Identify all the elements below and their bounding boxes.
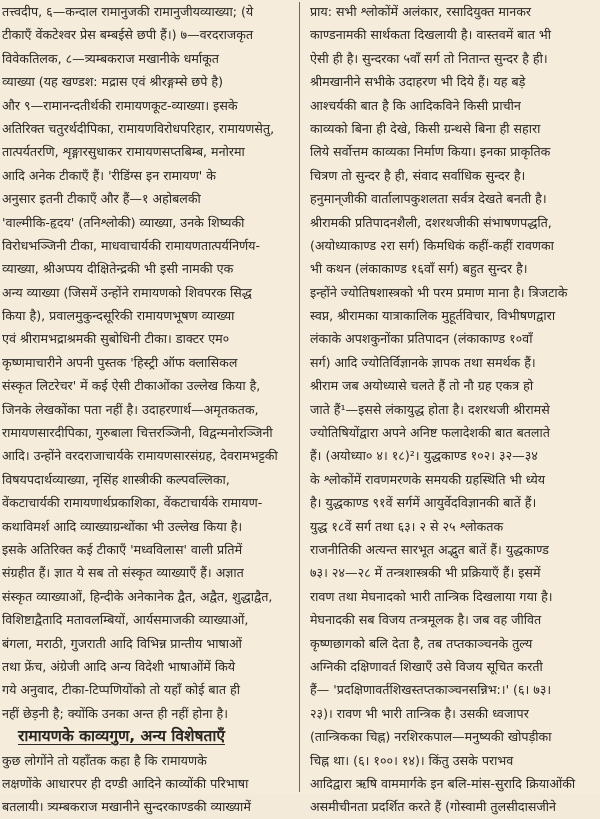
text-line: चिह्न था। (६। १००। १४)। किंतु उसके पराभव xyxy=(310,752,514,768)
text-line: आदि। उन्होंने वरदराजाचार्यके रामायणसारसंग्रह, देवरामभट्टकी xyxy=(2,448,278,464)
text-line: अनुसार इतनी टीकाएँ और हैं—१ अहोबलकी xyxy=(2,191,201,207)
text-line: हैं— 'प्रदक्षिणावर्तशिखस्तप्तकाञ्चनसन्निभ:।' (६। ७३। xyxy=(310,682,552,698)
text-line: हनुमान्‌जीकी वार्तालापकुशलता सर्वत्र देखते बनती है। xyxy=(310,191,547,207)
text-line: संस्कृत लिटरेचर' में कई ऐसी टीकाओंका उल्लेख किया है, xyxy=(2,378,261,394)
text-line: ७३। २४—२८ में तन्त्रशास्त्रकी भी प्रक्रियाएँ हैं। इसमें xyxy=(310,565,541,581)
text-line: काण्डनामकी सार्थकता दिखलायी है। वास्तवमें बात भी xyxy=(310,27,552,43)
text-line: आदिद्वारा ऋषि वाममार्गके इन बलि-मांस-सुरादि क्रियाओंकी xyxy=(310,775,576,791)
text-line: के श्लोकोंमें रावणमरणके समयकी ग्रहस्थिति भी ध्येय xyxy=(310,471,546,487)
text-line: प्राय: सभी श्लोकोंमें अलंकार, रसादियुक्त मानकर xyxy=(310,4,532,19)
text-line: टीकाएँ वेंकटेश्वर प्रेस बम्बईसे छपी हैं।) ७—वरदराजकृत xyxy=(2,27,254,43)
text-line: मेघनादकी सब विजय तन्त्रमूलक है। जब वह जीवित xyxy=(310,612,542,628)
text-line: किया है), प्रवालमुकुन्दसूरिकी रामायणभूषण व्याख्या xyxy=(2,308,235,324)
text-line: विशिष्टाद्वैतादि मतावलम्बियों, आर्यसमाजकी व्याख्याओं, xyxy=(2,612,249,628)
column-divider xyxy=(299,2,300,792)
text-line: स्वप्न, श्रीरामका यात्राकालिक मुहूर्तविचार, विभीषणद्वारा xyxy=(310,308,556,324)
text-line: भी कथन (लंकाकाण्ड १६वाँ सर्ग) बहुत सुन्दर है। xyxy=(310,261,528,277)
text-line: विषयपदार्थव्याख्या, नृसिंह शास्त्रीकी कल्पवल्लिका, xyxy=(2,471,230,487)
text-line: बतलायी। त्र्यम्बकराज मखानीने सुन्दरकाण्डकी व्याख्यामें xyxy=(2,799,251,815)
text-line: सर्ग) आदि ज्योतिर्विज्ञानके ज्ञापक तथा समर्थक हैं। xyxy=(310,354,536,370)
left-column xyxy=(0,0,292,815)
text-line: २३)। रावण भी भारी तान्त्रिक है। उसकी ध्वजापर xyxy=(310,705,529,721)
text-line: बंगला, मराठी, गुजराती आदि विभिन्न प्रान्तीय भाषाओं xyxy=(2,635,242,651)
text-line: श्रीरामकी प्रतिपादनशैली, दशरथजीकी संभाषणपद्धति, xyxy=(310,214,552,230)
text-line: अतिरिक्त चतुरर्थदीपिका, रामायणविरोधपरिहार, रामायणसेतु, xyxy=(2,120,275,136)
text-line: चित्रण तो सुन्दर है ही, संवाद सर्वाधिक सुन्दर है। xyxy=(310,167,526,183)
text-line: राजनीतिकी अत्यन्त सारभूत अद्भुत बातें हैं। युद्धकाण्ड xyxy=(310,541,549,557)
text-line: रामायणसारदीपिका, गुरुबाला चित्तरञ्जिनी, विद्वन्मनोरञ्जिनी xyxy=(2,425,273,441)
text-line: रावण तथा मेघनादको भारी तान्त्रिक दिखलाया गया है। xyxy=(310,588,553,604)
text-line: (तान्त्रिकका चिह्न) नरशिरकपाल—मनुष्यकी खोपड़ीका xyxy=(310,729,552,745)
text-line: ऐसी ही है। सुन्दरका ५वाँ सर्ग तो नितान्त सुन्दर है ही। xyxy=(310,50,548,66)
text-line: है। युद्धकाण्ड ९१वें सर्गमें आयुर्वेदविज्ञानकी बातें हैं। xyxy=(310,495,537,511)
text-line: अन्य व्याख्या (जिसमें उन्होंने रामायणको शिवपरक सिद्ध xyxy=(2,284,252,300)
right-column xyxy=(308,0,600,815)
text-line: इसके अतिरिक्त कई टीकाएँ 'मध्वविलास' वाली प्रतिमें xyxy=(2,541,243,557)
text-line: लक्षणोंके आधारपर ही दण्डी आदिने काव्योंकी परिभाषा xyxy=(2,775,249,791)
text-line: जाते हैं¹—इससे लंकायुद्ध होता है। दशरथजी श्रीरामसे xyxy=(310,401,550,417)
text-line: तत्त्वदीप, ६—कन्दाल रामानुजकी रामानुजीयव्याख्या; (ये xyxy=(2,4,254,19)
text-line: कथाविमर्श आदि व्याख्याग्रन्थोंका भी उल्लेख किया है। xyxy=(2,518,243,534)
text-line: युद्ध १८वें सर्ग तथा ६३। २ से २५ श्लोकतक xyxy=(310,518,504,534)
text-line: गये अनुवाद, टीका-टिप्पणियोंको तो यहाँ कोई बात ही xyxy=(2,682,240,698)
text-line: संस्कृत व्याख्याओं, हिन्दीके अनेकानेक द्वैत, अद्वैत, शुद्धाद्वैत, xyxy=(2,588,273,604)
text-line: कृष्णमाचारीने अपनी पुस्तक 'हिस्ट्री ऑफ क्लासिकल xyxy=(2,354,238,370)
text-line: कुछ लोगोंने तो यहाँतक कहा है कि रामायणके xyxy=(2,752,207,768)
text-line: (अयोध्याकाण्ड २रा सर्ग) किमधिकं कहीं-कहीं रावणका xyxy=(310,237,554,253)
text-line: तात्पर्यतरणि, शृङ्गारसुधाकर रामायणसप्तबिम्ब, मनोरमा xyxy=(2,144,245,160)
text-line: इन्होंने ज्योतिषशास्त्रको भी परम प्रमाण माना है। त्रिजटाके xyxy=(310,284,568,300)
text-line: एवं श्रीरामभद्राश्रमकी सुबोधिनी टीका। डाक्टर एम० xyxy=(2,331,230,347)
text-line: हैं। (अयोध्या० ४। १८)²। युद्धकाण्ड १०२। ३२—३४ xyxy=(310,448,538,464)
text-line: काव्यको बिना ही देखे, किसी ग्रन्थसे बिना ही सहारा xyxy=(310,120,541,136)
text-line: व्याख्या, श्रीअप्पय दीक्षितेन्द्रकी भी इसी नामकी एक xyxy=(2,261,234,277)
text-line: श्रीराम जब अयोध्यासे चलते हैं तो नौ ग्रह एकत्र हो xyxy=(310,378,534,394)
text-line: जिनके लेखकोंका पता नहीं है। उदाहरणार्थ—अमृतकतक, xyxy=(2,401,259,417)
text-line: असमीचीनता प्रदर्शित करते हैं (गोस्वामी तुलसीदासजीने xyxy=(310,799,556,815)
text-line: विवेकतिलक, ८—त्र्यम्बकराज मखानीके धर्माकूत xyxy=(2,50,219,66)
text-line: अग्निकी दक्षिणावर्त शिखाएँ उसे विजय सूचित करती xyxy=(310,658,543,674)
section-heading: रामायणके काव्यगुण, अन्य विशेषताएँ xyxy=(18,727,225,746)
text-line: लिये सर्वोत्तम काव्यका निर्माण किया। इनका प्राकृतिक xyxy=(310,144,551,160)
text-line: 'वाल्मीकि-हृदय' (तनिश्लोकी) व्याख्या, उनके शिष्यकी xyxy=(2,214,245,230)
text-line: नहीं छेड़नी है; क्योंकि उनका अन्त ही नहीं होना है। xyxy=(2,705,229,721)
text-line: कृष्णछागको बलि देता है, तब तप्तकाञ्चनके तुल्य xyxy=(310,635,533,651)
text-line: विरोधभञ्जिनी टीका, माधवाचार्यकी रामायणतात्पर्यनिर्णय- xyxy=(2,237,261,253)
text-line: संग्रहीत हैं। ज्ञात ये सब तो संस्कृत व्याख्याएँ हैं। अज्ञात xyxy=(2,565,244,581)
text-line: आदि अनेक टीकाएँ हैं। 'रीडिंग्स इन रामायण' के xyxy=(2,167,216,183)
text-line: ज्योतिषियोंद्वारा अपने अनिष्ट फलादेशकी बात बतलाते xyxy=(310,425,550,441)
text-line: श्रीमखानीने सभीके उदाहरण भी दिये हैं। यह बड़े xyxy=(310,74,526,90)
text-line: आश्चर्यकी बात है कि आदिकविने किसी प्राचीन xyxy=(310,97,521,113)
text-line: व्याख्या (यह खण्डश: मद्रास एवं श्रीरङ्गम्से छपे है) xyxy=(2,74,224,90)
text-line: लंकाके अपशकुनोंका प्रतिपादन (लंकाकाण्ड १०वाँ xyxy=(310,331,533,347)
text-line: तथा फ्रेंच, अंग्रेजी आदि अन्य विदेशी भाषाओंमें किये xyxy=(2,658,236,674)
text-line: वेंकटाचार्यकी रामायणार्थप्रकाशिका, वेंकटाचार्यके रामायण- xyxy=(2,495,263,511)
text-line: और ९—रामानन्दतीर्थकी रामायणकूट-व्याख्या। इसके xyxy=(2,97,238,113)
